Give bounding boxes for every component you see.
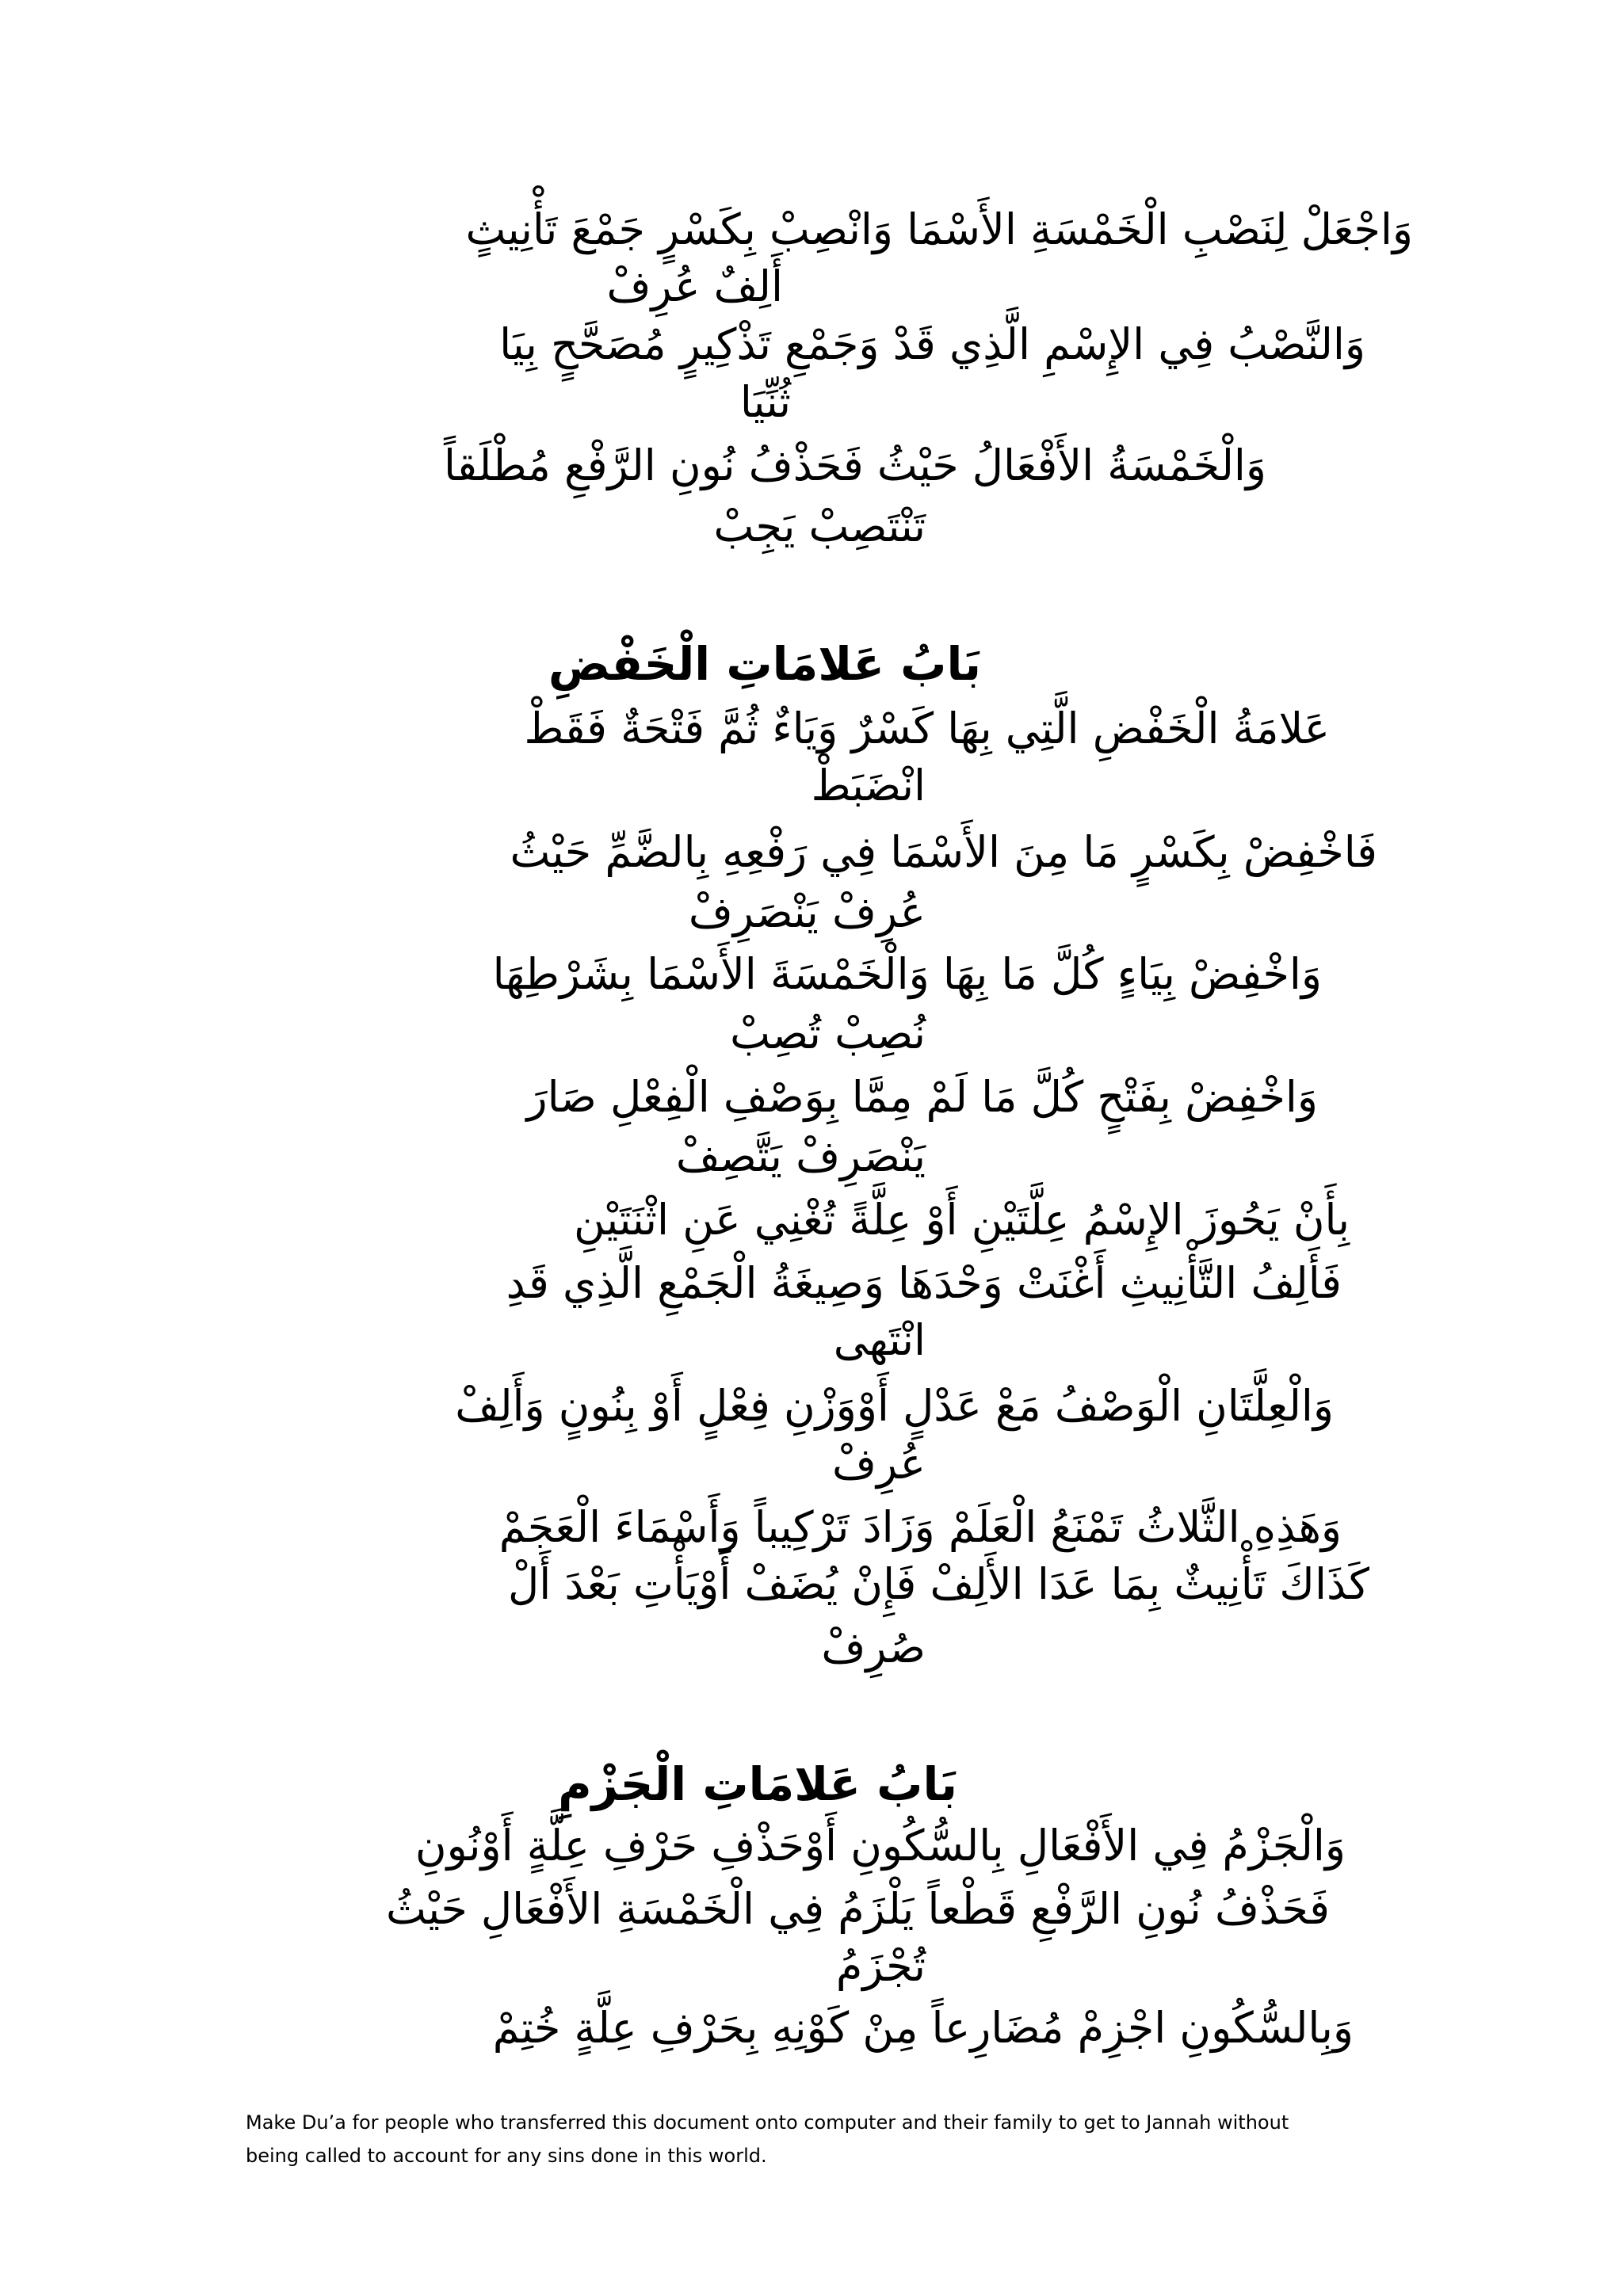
poem-line-continuation: أَلِفٌ عُرِفْ [606,261,783,311]
poem-line: وَاجْعَلْ لِنَصْبِ الْخَمْسَةِ الأَسْمَا وَانْصِبْ بِكَسْرٍ جَمْعَ تَأْنِيثٍ [465,204,1413,254]
poem-line: وَاخْفِضْ بِفَتْحٍ كُلَّ مَا لَمْ مِمَّا بِوَصْفِ الْفِعْلِ صَارَ [526,1072,1318,1122]
section-heading: بَابُ عَلامَاتِ الْجَزْمِ [558,1757,957,1811]
poem-line-continuation: تُجْزَمُ [835,1941,926,1991]
poem-line-continuation: انْتَهى [833,1315,926,1365]
poem-line: كَذَاكَ تَأْنِيثٌ بِمَا عَدَا الأَلِفْ فَإِنْ يُضَفْ أَوْيَأْتِ بَعْدَ أَلْ [507,1559,1369,1609]
poem-line: بِأَنْ يَحُوزَ الإِسْمُ عِلَّتَيْنِ أَوْ عِلَّةً تُغْنِي عَنِ اثْنَتَيْنِ [574,1195,1350,1245]
footer-note [246,2106,1419,2172]
poem-line: فَحَذْفُ نُونِ الرَّفْعِ قَطْعاً يَلْزَمُ فِي الْخَمْسَةِ الأَفْعَالِ حَيْثُ [386,1884,1330,1934]
poem-line: وَالنَّصْبُ فِي الإِسْمِ الَّذِي قَدْ وَجَمْعِ تَذْكِيرٍ مُصَحَّحٍ بِيَا [499,319,1365,369]
poem-line-continuation: عُرِفْ [832,1439,926,1489]
poem-line: وَالْجَزْمُ فِي الأَفْعَالِ بِالسُّكُونِ أَوْحَذْفِ حَرْفِ عِلَّةٍ أَوْنُونِ [414,1821,1346,1871]
section-heading: بَابُ عَلامَاتِ الْخَفْضِ [548,637,981,691]
footer-line: Make Du’a for people who transferred this document onto computer and their family to get to Jannah without [246,2111,1289,2134]
poem-line-continuation: عُرِفْ يَنْصَرِفْ [688,887,926,937]
poem-line: فَأَلِفُ التَّأْنِيثِ أَغْنَتْ وَحْدَهَا وَصِيغَةُ الْجَمْعِ الَّذِي قَدِ [506,1258,1342,1308]
poem-line-continuation: تَنْتَصِبْ يَجِبْ [713,502,926,551]
poem-line: عَلامَةُ الْخَفْضِ الَّتِي بِهَا كَسْرٌ وَيَاءٌ ثُمَّ فَتْحَةٌ فَقَطْ [524,704,1330,753]
poem-line-continuation: صُرِفْ [821,1623,926,1672]
poem-line-continuation: ثُنِّيَا [739,377,791,427]
poem-line: وَهَذِهِ الثَّلاثُ تَمْنَعُ الْعَلَمْ وَزَادَ تَرْكِيباً وَأَسْمَاءَ الْعَجَمْ [498,1502,1342,1552]
poem-line: فَاخْفِضْ بِكَسْرٍ مَا مِنَ الأَسْمَا فِي رَفْعِهِ بِالضَّمِّ حَيْثُ [510,827,1377,877]
footer-line: being called to account for any sins done in this world. [246,2145,767,2167]
poem-line-continuation: يَنْصَرِفْ يَتَّصِفْ [675,1131,926,1181]
poem-line: وَالْعِلَّتَانِ الْوَصْفُ مَعْ عَدْلٍ أَوْوَزْنِ فِعْلٍ أَوْ بِنُونٍ وَأَلِفْ [455,1381,1334,1431]
poem-line: وَاخْفِضْ بِيَاءٍ كُلَّ مَا بِهَا وَالْخَمْسَةَ الأَسْمَا بِشَرْطِهَا [492,949,1322,999]
poem-line: وَالْخَمْسَةُ الأَفْعَالُ حَيْثُ فَحَذْفُ نُونِ الرَّفْعِ مُطْلَقاً [443,441,1266,490]
poem-line-continuation: نُصِبْ تُصِبْ [730,1009,926,1058]
poem-line: وَبِالسُّكُونِ اجْزِمْ مُضَارِعاً مِنْ كَوْنِهِ بِحَرْفِ عِلَّةٍ خُتِمْ [492,2003,1354,2053]
poem-line-continuation: انْضَبَطْ [811,761,926,810]
